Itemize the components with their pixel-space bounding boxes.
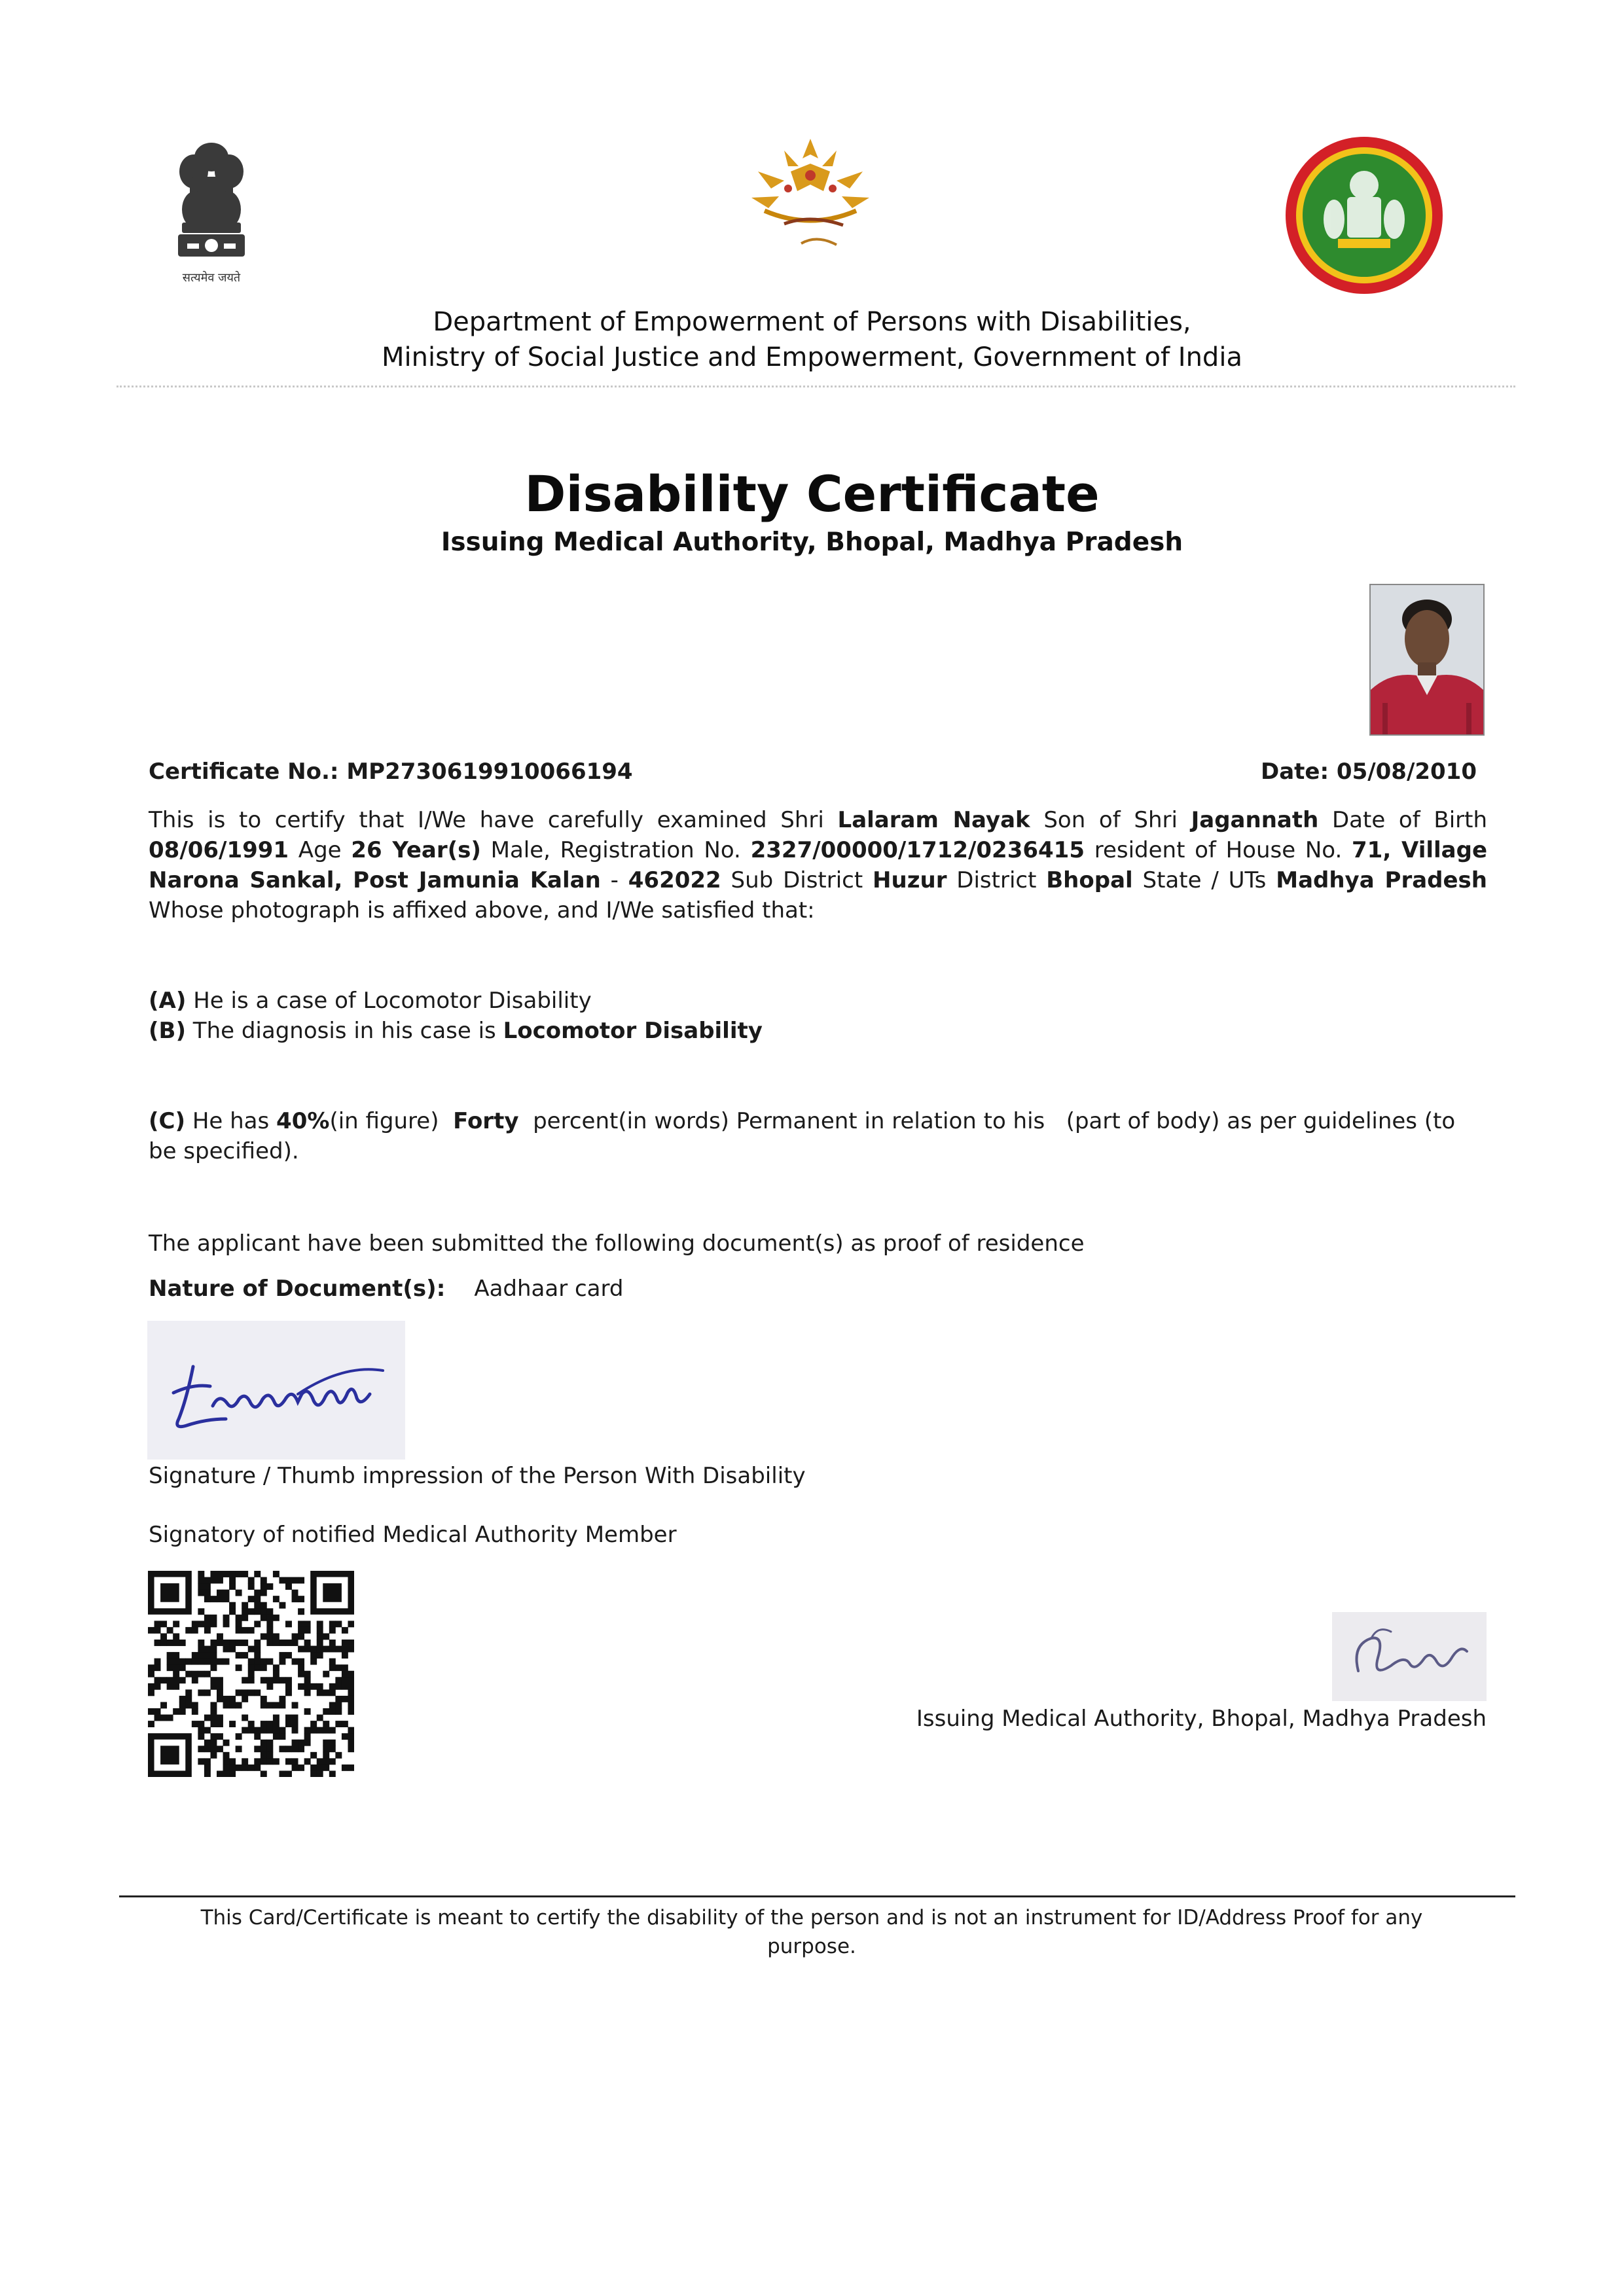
issuing-authority-caption: Issuing Medical Authority, Bhopal, Madhya Pradesh (916, 1706, 1487, 1732)
item-a (149, 986, 592, 1016)
address: 71, Village Narona Sankal, Post Jamunia Kalan (149, 837, 1488, 893)
body-text: Son of Shri (1030, 807, 1191, 833)
item-a-label: (A) (149, 988, 187, 1014)
body-text: resident of House No. (1085, 837, 1352, 863)
medical-authority-signature-image (1332, 1612, 1487, 1701)
signatory-label: Signatory of notified Medical Authority Member (149, 1522, 677, 1548)
national-emblem-logo (156, 131, 267, 295)
body-text: Male, Registration No. (480, 837, 751, 863)
certificate-number (149, 757, 633, 787)
footer-disclaimer: This Card/Certificate is meant to certify the disability of the person and is not an instrument for ID/Address Proof for any purpose. (200, 1906, 1423, 1958)
applicant-photo (1369, 584, 1485, 736)
footer-divider (119, 1895, 1515, 1897)
disability-percent-words: Forty (453, 1108, 519, 1134)
header-divider (117, 386, 1515, 387)
body-text: - (600, 867, 628, 893)
age: 26 Year(s) (351, 837, 481, 863)
certificate-title: Disability Certificate (524, 465, 1100, 523)
item-c-text: He has (185, 1108, 277, 1134)
body-text: District (947, 867, 1047, 893)
item-b (149, 1016, 763, 1046)
disability-percent: 40% (276, 1108, 330, 1134)
item-b-text: The diagnosis in his case is (186, 1018, 503, 1044)
qr-code[interactable] (148, 1571, 354, 1777)
document-nature-value: Aadhaar card (474, 1276, 624, 1302)
date-of-birth: 08/06/1991 (149, 837, 289, 863)
body-text: Age (289, 837, 352, 863)
proof-intro: The applicant have been submitted the following document(s) as proof of residence (149, 1230, 1085, 1257)
item-c-text: (in figure) (329, 1108, 454, 1134)
certificate-date-value: 05/08/2010 (1336, 759, 1477, 785)
applicant-signature-image (147, 1321, 405, 1460)
sub-district: Huzur (873, 867, 947, 893)
certificate-number-label: Certificate No.: (149, 759, 339, 785)
diagnosis-value: Locomotor Disability (503, 1018, 763, 1044)
certification-paragraph (149, 805, 1487, 925)
state: Madhya Pradesh (1276, 867, 1487, 893)
item-b-label: (B) (149, 1018, 186, 1044)
department-heading (0, 304, 1624, 375)
registration-number: 2327/00000/1712/0236415 (750, 837, 1085, 863)
certificate-number-value: MP2730619910066194 (346, 759, 633, 785)
certificate-subtitle: Issuing Medical Authority, Bhopal, Madhya Pradesh (441, 528, 1183, 557)
body-text: Date of Birth (1318, 807, 1488, 833)
item-a-text: He is a case of Locomotor Disability (186, 988, 592, 1014)
document-nature (149, 1274, 623, 1304)
certificate-date-label: Date: (1260, 759, 1329, 785)
father-name: Jagannath (1191, 807, 1319, 833)
emblem-motto: सत्यमेव जयते (182, 271, 241, 285)
applicant-signature-caption: Signature / Thumb impression of the Person With Disability (149, 1463, 806, 1489)
body-text: Whose photograph is affixed above, and I/We satisfied that: (149, 897, 815, 924)
pin-code: 462022 (628, 867, 721, 893)
department-line-1: Department of Empowerment of Persons with Disabilities, (433, 307, 1191, 337)
department-line-2: Ministry of Social Justice and Empowerment, Government of India (382, 342, 1242, 372)
item-c-label: (C) (149, 1108, 186, 1134)
body-text: Sub District (721, 867, 873, 893)
item-c-text: percent(in words) Permanent in relation to his (part of body) as per guidelines (to be specified). (149, 1108, 1463, 1164)
madhya-pradesh-emblem-logo (1283, 134, 1445, 296)
document-nature-label: Nature of Document(s): (149, 1276, 446, 1302)
certificate-date (1261, 757, 1477, 787)
swavlamban-logo (738, 132, 882, 263)
district: Bhopal (1046, 867, 1133, 893)
item-c (149, 1106, 1477, 1166)
body-text: State / UTs (1132, 867, 1276, 893)
person-name: Lalaram Nayak (837, 807, 1030, 833)
body-text: This is to certify that I/We have carefully examined Shri (149, 807, 838, 833)
